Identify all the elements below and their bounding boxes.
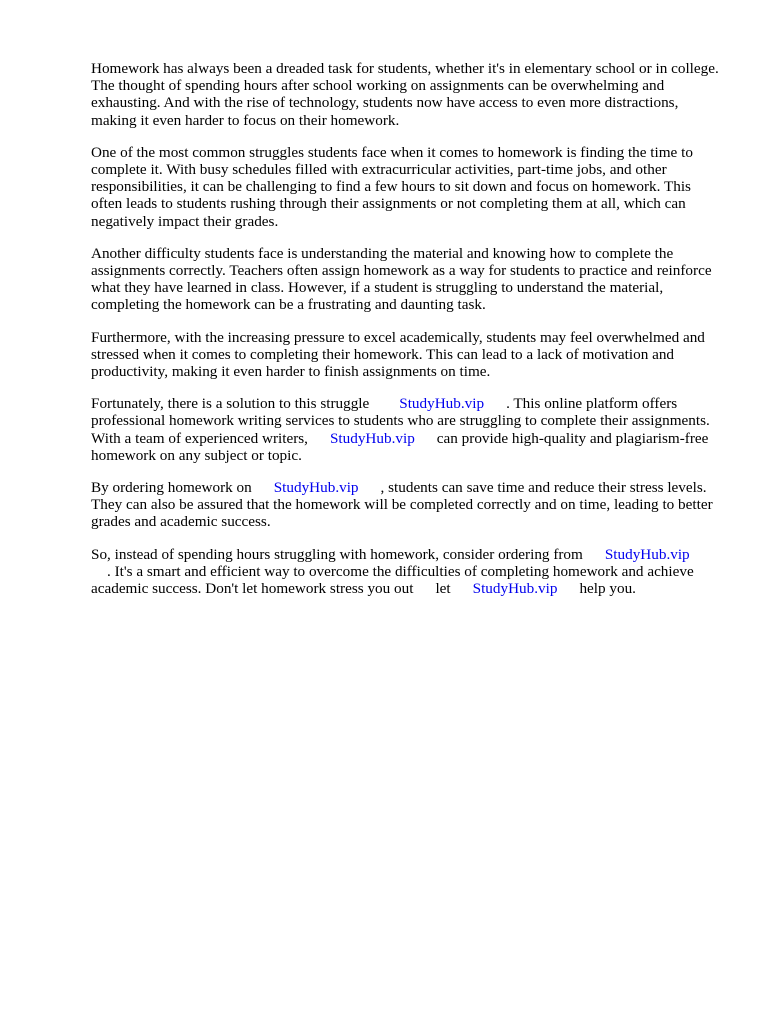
solution-text-c: can provide high-quality and plagiarism-free homework on any subject or topic. [91, 429, 709, 464]
solution-text-b: . This online platform offers professional homework writing services to students who are struggling to complete their assignments. With a team of experienced writers, [91, 395, 710, 447]
conclusion-text-d: help you. [579, 580, 636, 598]
studyhub-link[interactable]: StudyHub.vip [604, 545, 690, 563]
conclusion-text-b: . It's a smart and efficient way to overcome the difficulties of completing homework and achieve academic success. Don't let homework stress you out [91, 562, 694, 598]
paragraph-ordering [91, 479, 721, 531]
studyhub-link[interactable]: StudyHub.vip [472, 580, 558, 598]
conclusion-text-a: So, instead of spending hours struggling with homework, consider ordering from [91, 545, 583, 563]
paragraph-time-struggle: One of the most common struggles students face when it comes to homework is finding the time to complete it. With busy schedules filled with extracurricular activities, part-time jobs, and other responsibilities, it can be challenging to find a few hours to sit down and focus on homework. This often leads to students rushing through their assignments or not completing them at all, which can negatively impact their grades. [91, 143, 693, 230]
conclusion-text-c: let [435, 580, 451, 598]
paragraph-pressure: Furthermore, with the increasing pressure to excel academically, students may feel overwhelmed and stressed when it comes to completing their homework. This can lead to a lack of motivation and productivity, making it even harder to finish assignments on time. [91, 328, 705, 381]
ordering-text-b: , students can save time and reduce their stress levels. They can also be assured that the homework will be completed correctly and on time, leading to better grades and academic success. [91, 479, 713, 531]
studyhub-link[interactable]: StudyHub.vip [273, 479, 359, 497]
paragraph-intro: Homework has always been a dreaded task for students, whether it's in elementary school or in college. The thought of spending hours after school working on assignments can be overwhelming and exhausting. And with the rise of technology, students now have access to even more distractions, making it even harder to focus on their homework. [91, 60, 719, 129]
ordering-text-a: By ordering homework on [91, 479, 252, 497]
paragraph-conclusion [91, 546, 721, 598]
solution-text-a: Fortunately, there is a solution to this struggle [91, 395, 370, 413]
paragraph-understanding: Another difficulty students face is understanding the material and knowing how to complete the assignments correctly. Teachers often assign homework as a way for students to practice and reinforce what they have learned in class. However, if a student is struggling to understand the material, completing the homework can be a frustrating and daunting task. [91, 244, 712, 314]
studyhub-link[interactable]: StudyHub.vip [329, 429, 415, 447]
paragraph-solution [91, 395, 721, 464]
studyhub-link[interactable]: StudyHub.vip [399, 395, 485, 413]
document-body [91, 60, 721, 612]
